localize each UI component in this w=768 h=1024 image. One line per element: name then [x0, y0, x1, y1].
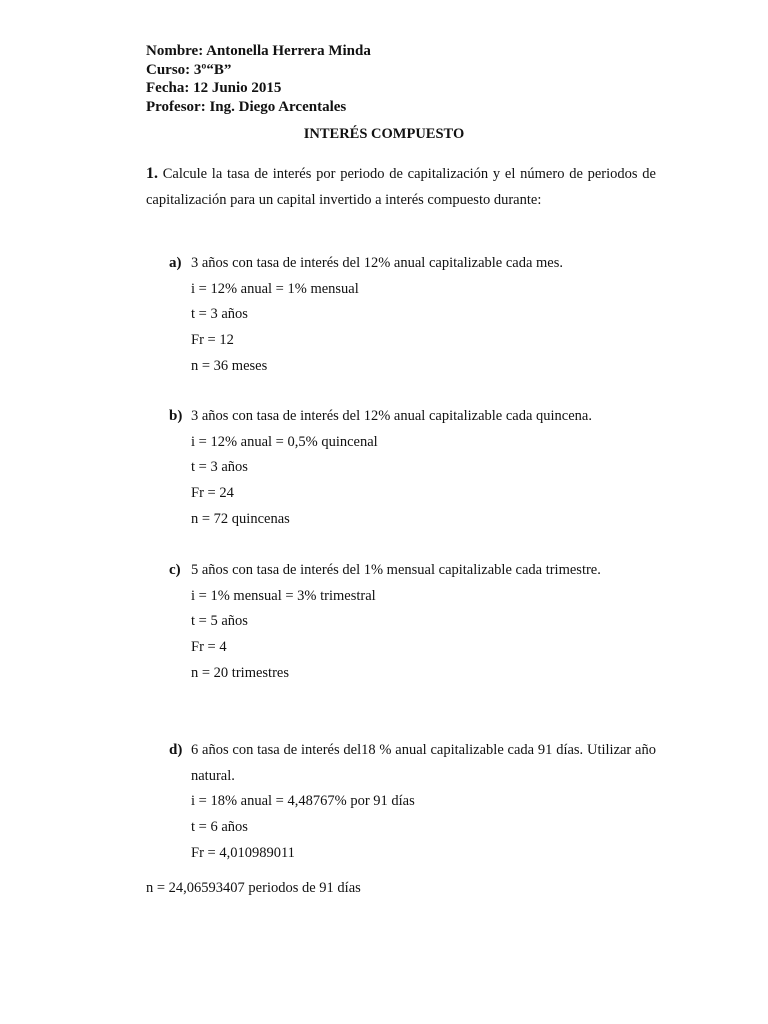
question-text: Calcule la tasa de interés por periodo de capitalización y el número de periodos de capitalización para un capital invertido a interés compuesto durante: [146, 166, 656, 208]
course: Curso: 3º“B” [146, 61, 232, 78]
item-letter: c) [169, 562, 181, 578]
item-line: i = 12% anual = 1% mensual [191, 280, 359, 297]
item-line: n = 72 quincenas [191, 510, 290, 527]
item-line: Fr = 12 [191, 332, 234, 349]
item-b [169, 404, 656, 533]
item-line: i = 1% mensual = 3% trimestral [191, 587, 376, 604]
professor: Profesor: Ing. Diego Arcentales [146, 98, 347, 115]
item-line: Fr = 24 [191, 485, 234, 502]
date: Fecha: 12 Junio 2015 [146, 80, 282, 96]
item-statement: 6 años con tasa de interés del18 % anual capitalizable cada 91 días. Utilizar año natural. [191, 742, 656, 784]
item-letter: b) [169, 408, 183, 424]
item-line: t = 3 años [191, 459, 248, 476]
item-line: Fr = 4 [191, 639, 227, 656]
student-header [146, 42, 371, 116]
item-statement: 3 años con tasa de interés del 12% anual capitalizable cada quincena. [191, 408, 592, 424]
item-line: i = 18% anual = 4,48767% por 91 días [191, 793, 415, 810]
student-name: Nombre: Antonella Herrera Minda [146, 43, 371, 59]
item-line: n = 20 trimestres [191, 664, 289, 681]
item-letter: d) [169, 742, 183, 758]
item-line: i = 12% anual = 0,5% quincenal [191, 433, 378, 450]
item-line: Fr = 4,010989011 [191, 844, 295, 861]
question-number: 1. [146, 165, 158, 182]
item-letter: a) [169, 255, 182, 271]
question-statement [146, 161, 656, 213]
final-result: n = 24,06593407 periodos de 91 días [146, 880, 361, 896]
item-d [169, 738, 656, 867]
document-title: INTERÉS COMPUESTO [303, 126, 465, 142]
item-a [169, 251, 656, 380]
item-statement: 3 años con tasa de interés del 12% anual capitalizable cada mes. [191, 255, 564, 271]
item-line: t = 6 años [191, 819, 248, 836]
item-line: n = 36 meses [191, 357, 268, 374]
item-c [169, 558, 656, 687]
item-line: t = 5 años [191, 613, 248, 630]
item-line: t = 3 años [191, 306, 248, 323]
item-statement: 5 años con tasa de interés del 1% mensual capitalizable cada trimestre. [191, 562, 601, 578]
